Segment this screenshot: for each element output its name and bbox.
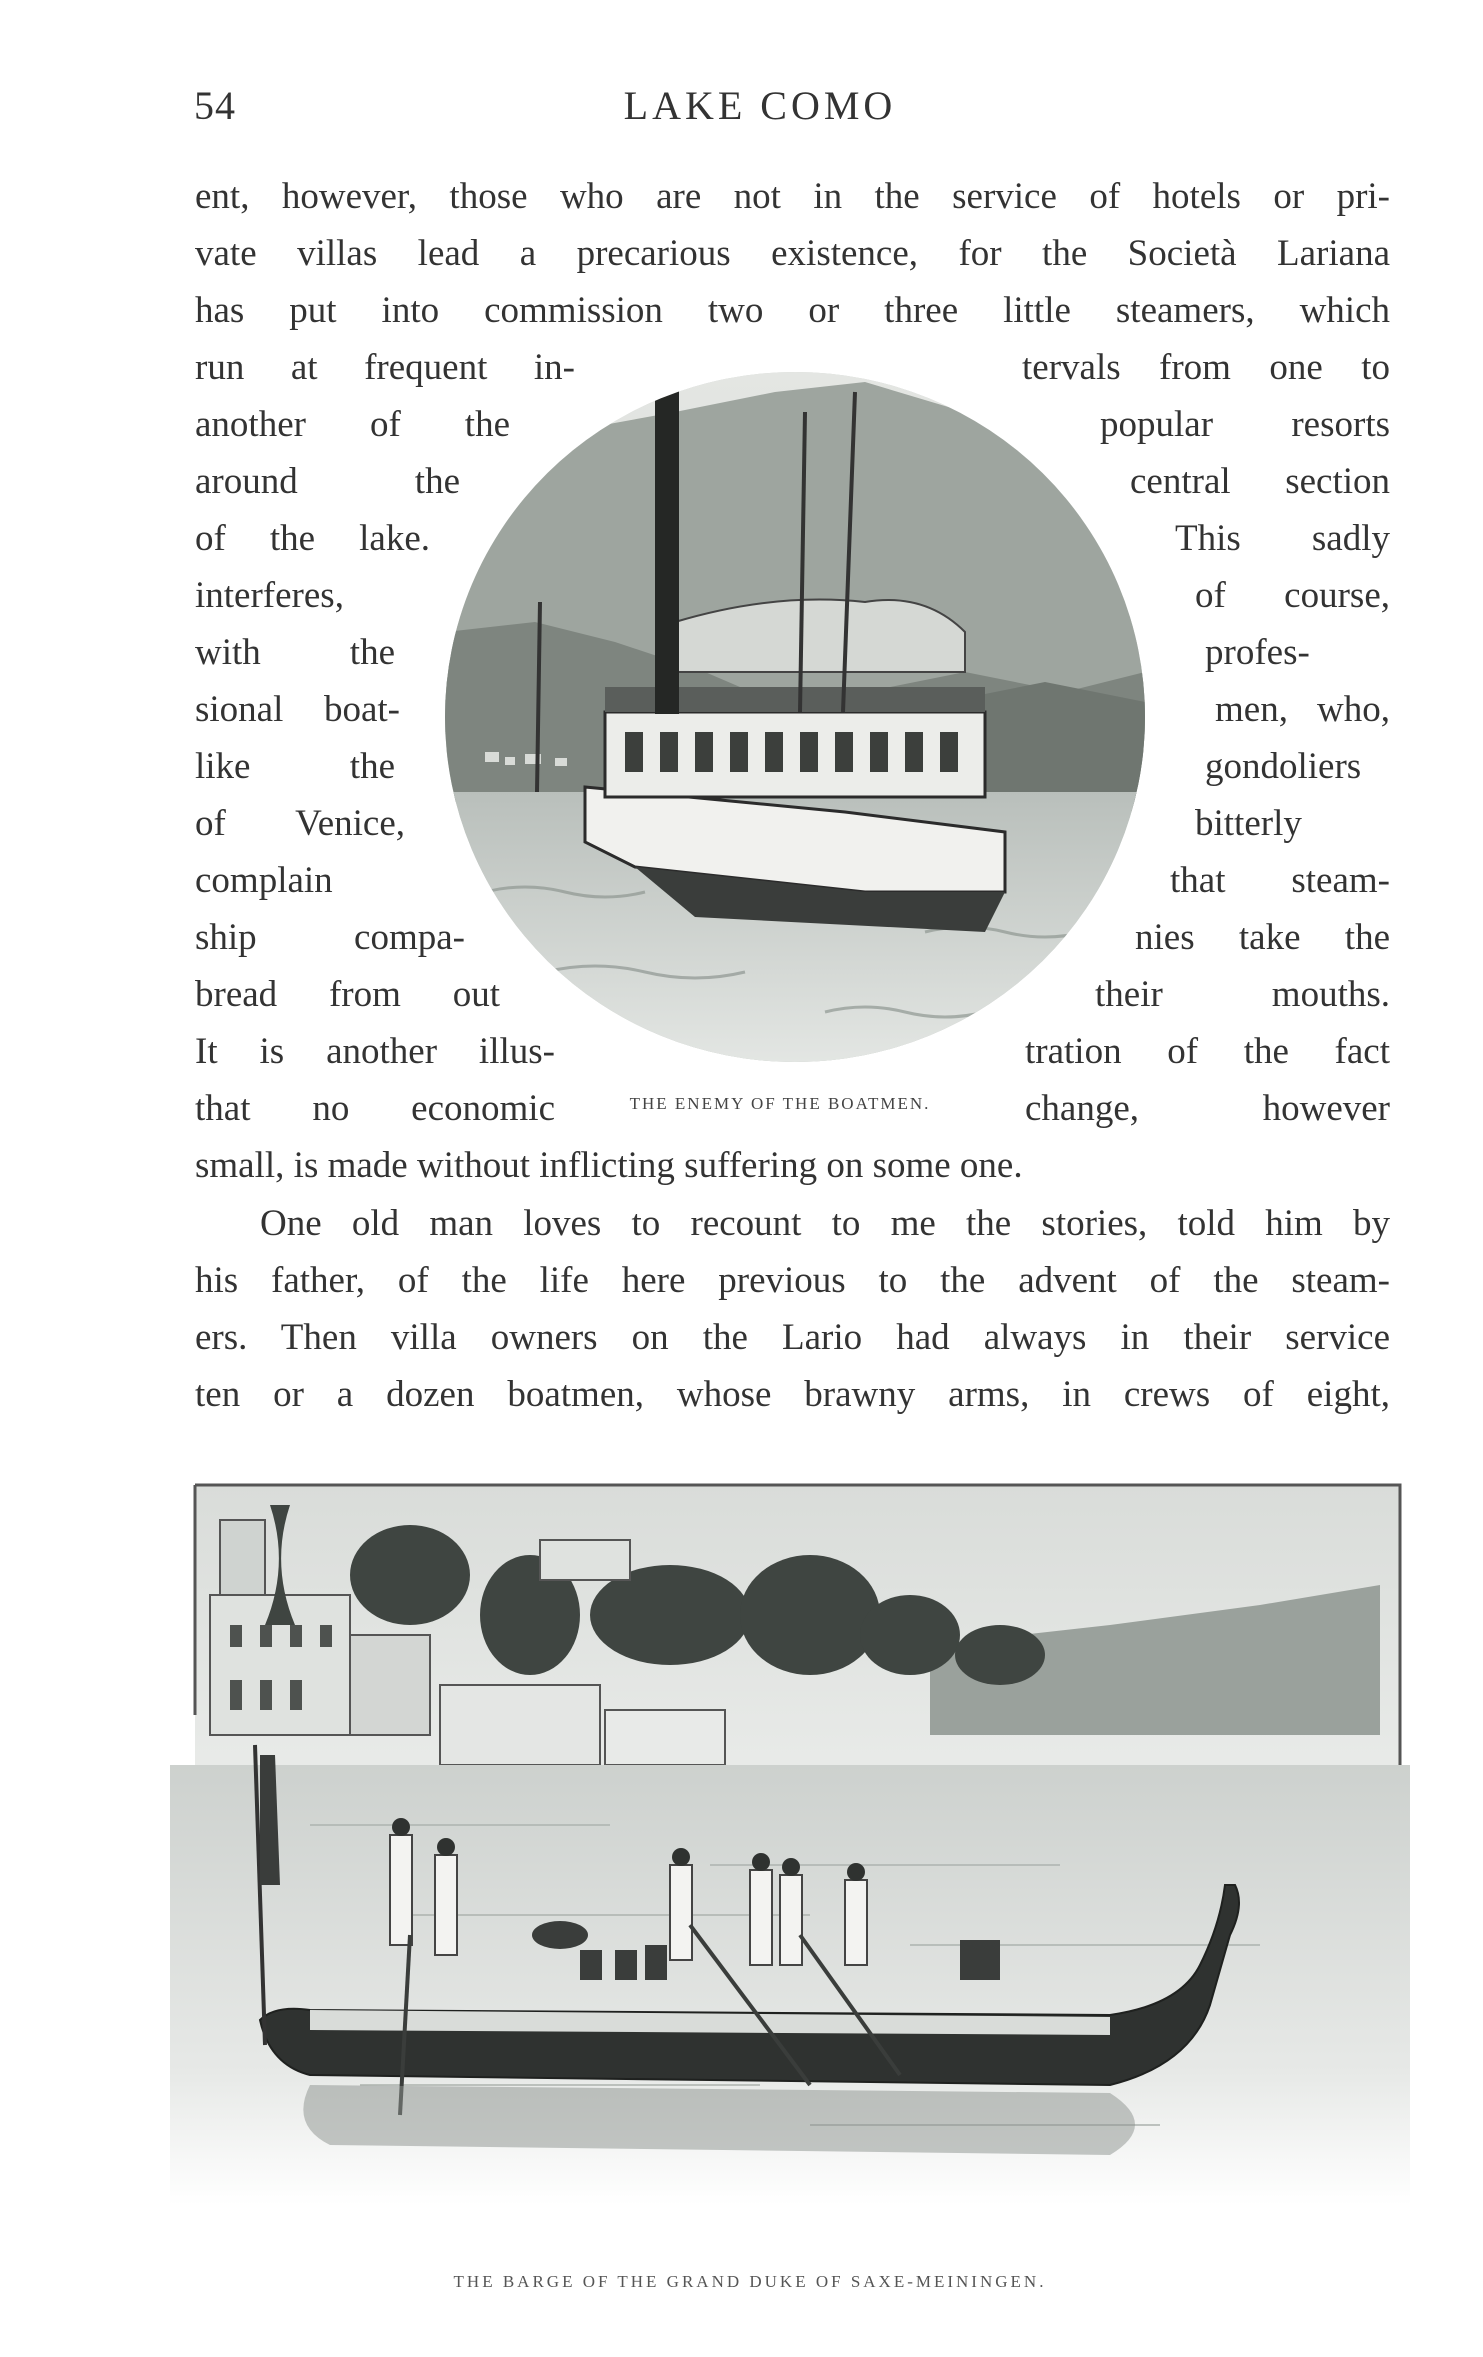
text-line: their mouths.: [1095, 974, 1390, 1015]
steamer-caption: THE ENEMY OF THE BOATMEN.: [629, 1094, 931, 1113]
text-line: One old man loves to recount to me the stories, told him by: [260, 1203, 1390, 1244]
text-line: change, however: [1025, 1088, 1390, 1129]
text-line: small, is made without inflicting suffering on some one.: [195, 1145, 1023, 1186]
page-number: 54: [194, 83, 236, 128]
text-line: bread from out: [195, 974, 500, 1015]
text-line: with the: [195, 632, 395, 673]
text-line: has put into commission two or three little steamers, which: [195, 290, 1390, 331]
text-line: like the: [195, 746, 395, 787]
running-head: LAKE COMO: [623, 83, 897, 128]
text-line: around the: [195, 461, 460, 502]
paragraph-2: [195, 1195, 1390, 1423]
text-line: vate villas lead a precarious existence, for the Società Lariana: [195, 233, 1390, 274]
text-line: This sadly: [1175, 518, 1390, 559]
text-line: that steam-: [1170, 860, 1390, 901]
text-line: interferes,: [195, 575, 344, 616]
text-line: complain: [195, 860, 333, 901]
text-line: sional boat-: [195, 689, 400, 730]
text-line: of Venice,: [195, 803, 405, 844]
text-line: ers. Then villa owners on the Lario had always in their service: [195, 1317, 1390, 1358]
text-line: bitterly: [1195, 803, 1302, 844]
text-line: of course,: [1195, 575, 1390, 616]
text-line: ent, however, those who are not in the service of hotels or pri-: [195, 176, 1390, 217]
text-line: tervals from one to: [1022, 347, 1390, 388]
barge-photograph: [110, 1465, 1410, 2205]
steamer-photograph: [445, 372, 1145, 1062]
steamer-illustration: [445, 372, 1145, 1062]
barge-caption: THE BARGE OF THE GRAND DUKE OF SAXE-MEININGEN.: [453, 2272, 1047, 2291]
text-line: gondoliers: [1205, 746, 1362, 787]
text-line: that no economic: [195, 1088, 555, 1129]
text-line: men, who,: [1215, 689, 1390, 730]
text-line: tration of the fact: [1025, 1031, 1390, 1072]
text-line: run at frequent in-: [195, 347, 575, 388]
text-line: popular resorts: [1100, 404, 1390, 445]
text-line: nies take the: [1135, 917, 1390, 958]
text-line: his father, of the life here previous to the advent of the steam-: [195, 1260, 1390, 1301]
text-line: another of the: [195, 404, 510, 445]
paragraph-1-closing: [195, 1137, 1390, 1194]
barge-illustration: [110, 1465, 1410, 2205]
text-line: It is another illus-: [195, 1031, 555, 1072]
text-line: ten or a dozen boatmen, whose brawny arms, in crews of eight,: [195, 1374, 1390, 1415]
text-line: central section: [1130, 461, 1390, 502]
paragraph-1-opening: [195, 168, 1390, 339]
text-line: ship compa-: [195, 917, 465, 958]
text-line: of the lake.: [195, 518, 430, 559]
text-line: profes-: [1205, 632, 1310, 673]
